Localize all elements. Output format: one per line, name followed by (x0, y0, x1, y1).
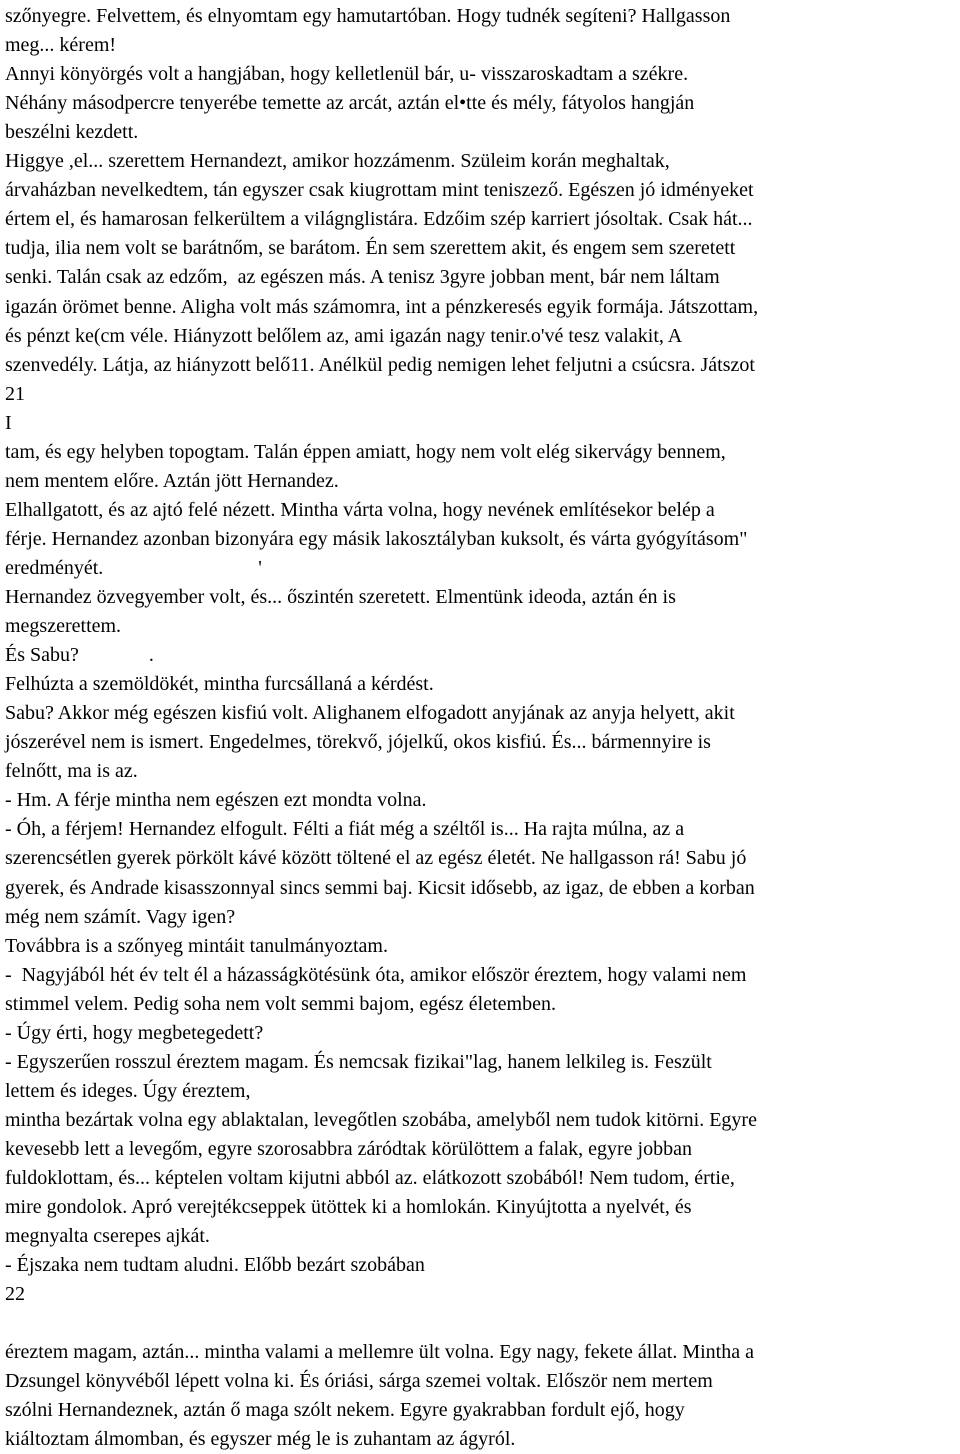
text-line: Felhúzta a szemöldökét, mintha furcsállaná a kérdést. (5, 673, 434, 695)
text-line: beszélni kezdett. (5, 121, 139, 143)
text-line: Továbbra is a szőnyeg mintáit tanulmányoztam. (5, 935, 388, 957)
text-line: mintha bezártak volna egy ablaktalan, levegőtlen szobába, amelyből nem tudok kitörni. Egyre (5, 1109, 757, 1131)
text-line: eredményét. ' (5, 557, 262, 579)
text-line: - Úgy érti, hogy megbetegedett? (5, 1022, 264, 1044)
text-line: szólni Hernandeznek, aztán ő maga szólt nekem. Egyre gyakrabban fordult ejő, hogy (5, 1399, 685, 1421)
text-line: tudja, ilia nem volt se barátnőm, se barátom. Én sem szerettem akit, és engem sem szeretett (5, 237, 736, 259)
text-line: Higgye ,el... szerettem Hernandezt, amikor hozzámenm. Szüleim korán meghaltak, (5, 150, 670, 172)
text-line: És Sabu? . (5, 644, 154, 666)
text-line: stimmel velem. Pedig soha nem volt semmi bajom, egész életemben. (5, 993, 556, 1015)
text-line: értem el, és hamarosan felkerültem a világnglistára. Edzőim szép karriert jósoltak. Csak hát... (5, 208, 753, 230)
text-line: még nem számít. Vagy igen? (5, 906, 236, 928)
text-line: Néhány másodpercre tenyerébe temette az arcát, aztán el•tte és mély, fátyolos hangján (5, 92, 695, 114)
text-line: - Egyszerűen rosszul éreztem magam. És nemcsak fizikai"lag, hanem lelkileg is. Feszült (5, 1051, 712, 1073)
text-line: és pénzt ke(cm véle. Hiányzott belőlem az, ami igazán nagy tenir.o'vé tesz valakit, A (5, 325, 683, 347)
text-line: szenvedély. Látja, az hiányzott belő11. Anélkül pedig nemigen lehet feljutni a csúcsra. Játszot (5, 354, 755, 376)
text-line: nem mentem előre. Aztán jött Hernandez. (5, 470, 339, 492)
text-line: Sabu? Akkor még egészen kisfiú volt. Alighanem elfogadott anyjának az anyja helyett, akit (5, 702, 735, 724)
text-line: éreztem magam, aztán... mintha valami a mellemre ült volna. Egy nagy, fekete állat. Mintha a (5, 1341, 754, 1363)
text-line: - Hm. A férje mintha nem egészen ezt mondta volna. (5, 789, 427, 811)
text-line: gyerek, és Andrade kisasszonnyal sincs semmi baj. Kicsit idősebb, az igaz, de ebben a korban (5, 877, 755, 899)
text-line: megszerettem. (5, 615, 122, 637)
text-line: meg... kérem! (5, 34, 117, 56)
text-line: tam, és egy helyben topogtam. Talán éppen amiatt, hogy nem volt elég sikervágy bennem, (5, 441, 726, 463)
text-line: fuldoklottam, és... képtelen voltam kijutni abból az. elátkozott szobából! Nem tudom, értie, (5, 1167, 735, 1189)
text-line: kevesebb lett a levegőm, egyre szorosabbra záródtak körülöttem a falak, egyre jobban (5, 1138, 692, 1160)
text-line: férje. Hernandez azonban bizonyára egy másik lakosztályban kuksolt, és várta gyógyításom" (5, 528, 748, 550)
text-line: I (5, 412, 12, 434)
text-line: senki. Talán csak az edzőm, az egészen más. A tenisz 3gyre jobban ment, bár nem láltam (5, 266, 720, 288)
text-line: Elhallgatott, és az ajtó felé nézett. Mintha várta volna, hogy nevének említésekor belép a (5, 499, 715, 521)
text-line: megnyalta cserepes ajkát. (5, 1225, 210, 1247)
text-line: szerencsétlen gyerek pörkölt kávé között töltené el az egész életét. Ne hallgasson rá! Sabu jó (5, 847, 747, 869)
text-line: mire gondolok. Apró verejtékcseppek ütöttek ki a homlokán. Kinyújtotta a nyelvét, és (5, 1196, 692, 1218)
text-line: kiáltoztam álmomban, és egyszer még le is zuhantam az ágyról. (5, 1428, 516, 1450)
text-line: szőnyegre. Felvettem, és elnyomtam egy hamutartóban. Hogy tudnék segíteni? Hallgasson (5, 5, 731, 27)
text-line: - Nagyjából hét év telt él a házasságkötésünk óta, amikor először éreztem, hogy valami nem (5, 964, 747, 986)
text-line: jószerével nem is ismert. Engedelmes, törekvő, jójelkű, okos kisfiú. És... bármennyire is (5, 731, 711, 753)
text-line: felnőtt, ma is az. (5, 760, 138, 782)
text-line: 21 (5, 383, 25, 405)
text-line: 22 (5, 1283, 25, 1305)
text-line: Hernandez özvegyember volt, és... őszintén szeretett. Elmentünk ideoda, aztán én is (5, 586, 676, 608)
text-line: Dzsungel könyvéből lépett volna ki. És óriási, sárga szemei voltak. Először nem mertem (5, 1370, 713, 1392)
text-line: igazán örömet benne. Aligha volt más számomra, int a pénzkeresés egyik formája. Játszottam, (5, 296, 759, 318)
text-line: árvaházban nevelkedtem, tán egyszer csak kiugrottam mint teniszező. Egészen jó idményeket (5, 179, 754, 201)
text-line: - Éjszaka nem tudtam aludni. Előbb bezárt szobában (5, 1254, 425, 1276)
text-line: Annyi könyörgés volt a hangjában, hogy kelletlenül bár, u- visszaroskadtam a székre. (5, 63, 689, 85)
text-line: lettem és ideges. Úgy éreztem, (5, 1080, 251, 1102)
text-line: - Óh, a férjem! Hernandez elfogult. Félti a fiát még a széltől is... Ha rajta múlna, az a (5, 818, 685, 840)
